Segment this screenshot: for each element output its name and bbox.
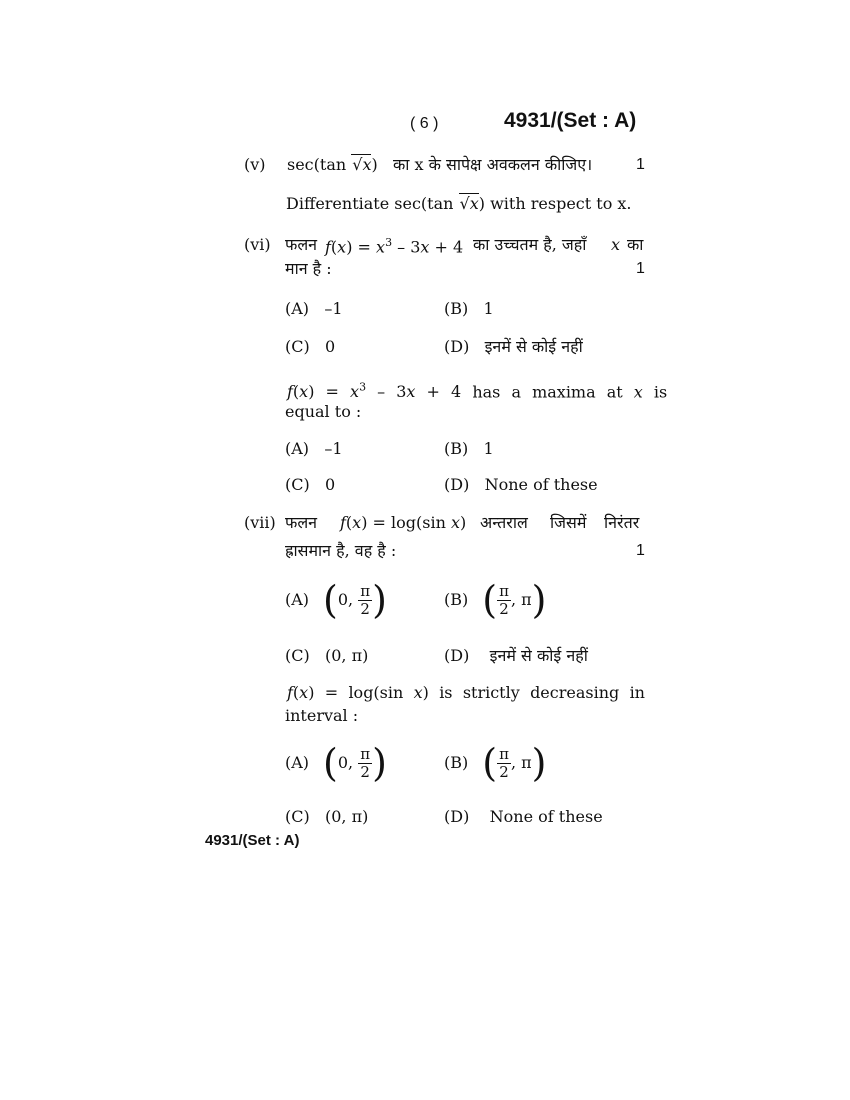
interval-0-pi-over-2: ( 0, $\frac{\pi}{2}$ ) [323,578,387,622]
q6-hindi-mid: का उच्चतम है, जहाँ [473,235,587,254]
q6-en-option-c [285,475,335,495]
formula-sec-tan-sqrt-x: sec(tan √x) [287,155,378,174]
variable-x: x [611,235,621,254]
q7-hi-option-b [444,578,546,622]
q7-english-word-3: decreasing [530,683,620,702]
q6-marks: 1 [636,260,645,277]
q5-hindi-text: का x के सापेक्ष अवकलन कीजिए। [393,155,593,174]
q5-english-prefix: Differentiate [286,194,390,213]
q6-en-option-b [444,439,494,459]
interval-pi-over-2-pi: ( $\frac{\pi}{2}$ , π ) [482,578,547,622]
q6-english-line1 [287,378,668,402]
option-label: (C) [285,475,310,494]
page-number: ( 6 ) [410,115,439,132]
option-label: (A) [285,299,310,318]
option-label: (A) [285,753,310,772]
option-label: (D) [444,337,470,356]
q7-english-line2: interval : [285,706,359,725]
formula-log-sin: f(x) = log(sin x) [340,513,467,532]
option-label: (B) [444,439,469,458]
q7-hindi-line2: ह्रासमान है, वह है : [285,541,397,560]
paper-code-footer: 4931/(Set : A) [205,832,300,849]
option-value: –1 [324,299,343,318]
q7-hi-option-c [285,646,368,666]
q6-hindi-end: का [627,235,644,254]
q7-hindi-word-2: जिसमें [550,513,587,532]
q6-hi-option-c [285,337,335,357]
question-number-vi: (vi) [244,235,271,254]
paper-code-header: 4931/(Set : A) [504,109,637,132]
option-label: (D) [444,646,470,665]
q6-en-option-a [285,439,343,459]
option-label: (B) [444,753,469,772]
question-number-vii: (vii) [244,513,276,532]
q6-english-end: is [653,382,668,402]
option-value: इनमें से कोई नहीं [484,337,583,356]
option-value: इनमें से कोई नहीं [489,646,588,665]
q6-hi-option-a [285,299,343,319]
option-value: –1 [324,439,343,458]
interval-0-pi: (0, π) [325,646,369,665]
option-label: (A) [285,439,310,458]
q6-hi-option-d [444,337,583,357]
q7-en-option-a [285,741,387,785]
option-value: None of these [484,475,598,494]
option-label: (B) [444,590,469,609]
option-value: None of these [489,807,603,826]
q5-english-text [286,194,632,214]
q6-en-option-d [444,475,598,495]
interval-0-pi-en: (0, π) [325,807,369,826]
interval-0-pi-over-2-en: ( 0, $\frac{\pi}{2}$ ) [323,741,387,785]
option-label: (D) [444,807,470,826]
q7-english-word-4: in [629,683,645,702]
q7-english-word-1: is [439,683,453,702]
formula-sec-tan-sqrt-x-en: sec(tan √x) [394,194,486,213]
q6-english-mid: has a maxima at [472,382,623,402]
q7-hi-option-a [285,578,387,622]
q7-marks: 1 [636,542,645,559]
option-label: (A) [285,590,310,609]
formula-f-cubic: $f(x) = x^3 - 3x + 4$ [325,236,464,257]
option-value: 1 [483,299,494,318]
q7-english-word-2: strictly [462,683,520,702]
option-label: (C) [285,337,310,356]
q7-hindi-word-3: निरंतर [604,513,640,532]
formula-f-cubic-en: $f(x) = x^3 - 3x + 4$ [287,381,462,402]
option-label: (C) [285,646,310,665]
option-label: (B) [444,299,469,318]
q7-hindi-word-1: अन्तराल [480,513,528,532]
q7-en-option-d [444,807,603,827]
option-value: 1 [483,439,494,458]
question-number-v: (v) [244,155,266,174]
q6-hindi-prefix: फलन [285,235,318,254]
option-value: 0 [325,475,336,494]
q6-hi-option-b [444,299,494,319]
q7-hi-option-d [444,646,588,666]
q5-marks: 1 [636,156,645,173]
q5-english-suffix: with respect to x. [490,194,632,213]
option-label: (C) [285,807,310,826]
q6-hindi-line2: मान है : [285,259,332,278]
q7-en-option-c [285,807,368,827]
interval-pi-over-2-pi-en: ( $\frac{\pi}{2}$ , π ) [482,741,547,785]
q7-en-option-b [444,741,546,785]
option-value: 0 [325,337,336,356]
variable-x-en: x [633,382,643,402]
option-label: (D) [444,475,470,494]
q6-english-line2: equal to : [285,402,362,421]
formula-log-sin-en: f(x) = log(sin x) [287,683,429,702]
q7-english-line1 [287,683,645,703]
q7-hindi-prefix: फलन [285,513,318,532]
